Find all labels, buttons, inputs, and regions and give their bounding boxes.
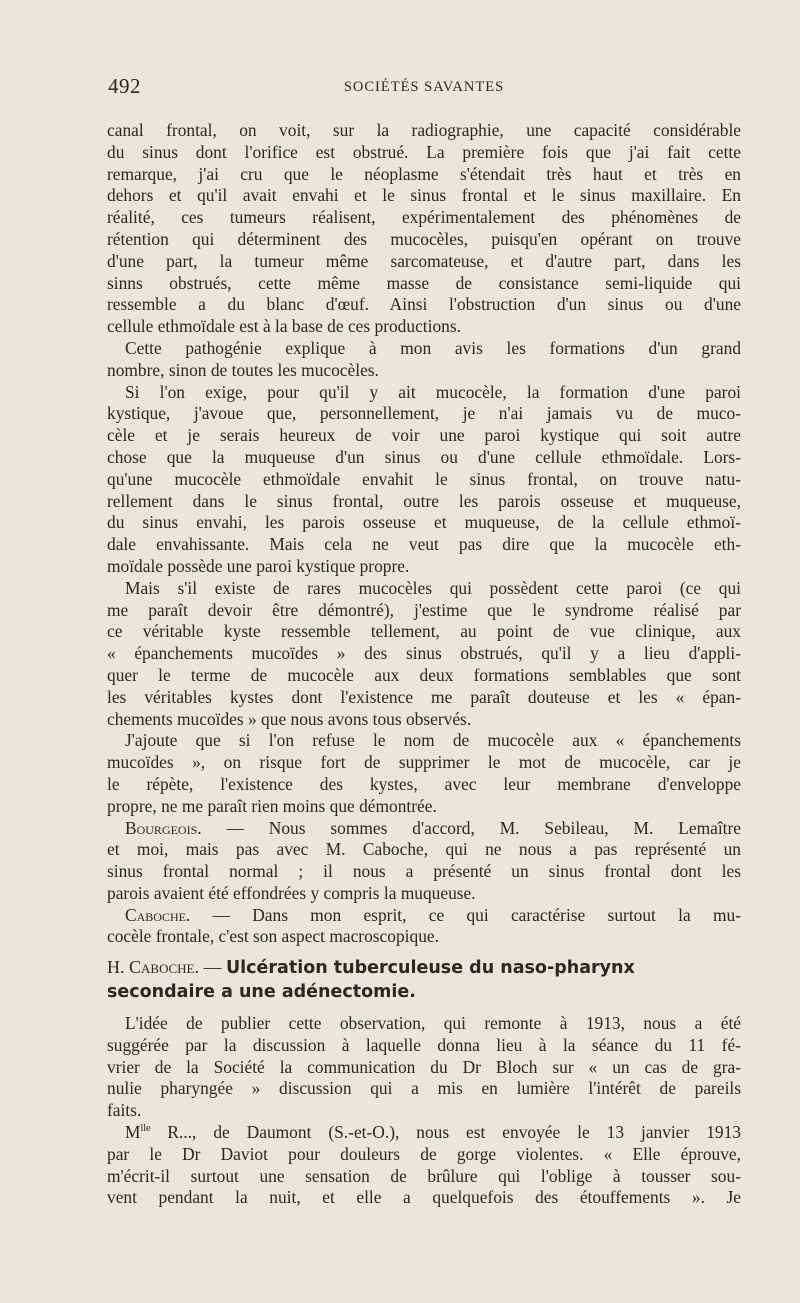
text-line: suggérée par la discussion à laquelle donna lieu à la séance du 11 fé- — [107, 1034, 741, 1055]
author-name: Caboche — [129, 957, 195, 977]
text-line: nulie pharyngée » discussion qui a mis en lumière l'intérêt de pareils — [107, 1078, 741, 1099]
speaker-caboche: Caboche. — [125, 904, 191, 925]
text-line: mucoïdes », on risque fort de supprimer le mot de mucocèle, car je — [107, 752, 741, 773]
text-line: kystique, j'avoue que, personnellement, je n'ai jamais vu de muco- — [107, 403, 741, 424]
text-line: du sinus envahi, les parois osseuse et muqueuse, de la cellule ethmoï- — [107, 512, 741, 533]
text-line: Mais s'il existe de rares mucocèles qui possèdent cette paroi (ce qui — [125, 577, 741, 598]
title-line-1: H. Caboche. — Ulcération tuberculeuse du naso-pharynx — [107, 957, 635, 978]
body-block-2 — [107, 1013, 741, 1209]
text-line: faits. — [107, 1100, 142, 1121]
text-line: rellement dans le sinus frontal, outre les parois osseuse et muqueuse, — [107, 490, 741, 511]
text-line: moïdale possède une paroi kystique propre. — [107, 555, 410, 576]
text-line: cocèle frontale, c'est son aspect macroscopique. — [107, 926, 439, 947]
text-line: parois avaient été effondrées y compris la muqueuse. — [107, 882, 476, 903]
text-line: remarque, j'ai cru que le néoplasme s'étendait très haut et très en — [107, 163, 741, 184]
text-line: rétention qui déterminent des mucocèles, puisqu'en opérant on trouve — [107, 228, 741, 249]
text-line: ce véritable kyste ressemble tellement, au point de vue clinique, aux — [107, 621, 741, 642]
text-line: m'écrit-il surtout une sensation de brûlure qui l'oblige à tousser sou- — [107, 1165, 741, 1186]
text-line: d'une part, la tumeur même sarcomateuse, et d'autre part, dans les — [107, 250, 741, 271]
text-line: L'idée de publier cette observation, qui remonte à 1913, nous a été — [125, 1013, 741, 1033]
section-title — [107, 955, 741, 1003]
text-line: vent pendant la nuit, et elle a quelquefois des étouffements ». Je — [107, 1187, 741, 1208]
text-line: par le Dr Daviot pour douleurs de gorge violentes. « Elle éprouve, — [107, 1143, 741, 1164]
text-line: Si l'on exige, pour qu'il y ait mucocèle, la formation d'une paroi — [125, 381, 741, 402]
text-line: « épanchements mucoïdes » des sinus obstrués, qu'il y a lieu d'appli- — [107, 643, 741, 664]
title-line-2: secondaire a une adénectomie. — [107, 982, 416, 1002]
speaker-bourgeois: Bourgeois. — [125, 817, 202, 838]
text-line: propre, ne me paraît rien moins que démontrée. — [107, 795, 437, 816]
text-line: sinns obstrués, cette même masse de consistance semi-liquide qui — [107, 272, 741, 293]
body-block-1 — [107, 120, 741, 948]
text-line: vrier de la Société la communication du Dr Bloch sur « un cas de gra- — [107, 1056, 741, 1077]
text-line: qu'une mucocèle ethmoïdale envahit le sinus frontal, on trouve natu- — [107, 468, 741, 489]
text-line: ressemble a du blanc d'œuf. Ainsi l'obstruction d'un sinus ou d'une — [107, 294, 741, 315]
text-line: cèle et je serais heureux de voir une paroi kystique qui soit autre — [107, 425, 741, 446]
text-line: du sinus dont l'orifice est obstrué. La première fois que j'ai fait cette — [107, 141, 741, 162]
text-line: les véritables kystes dont l'existence me paraît douteuse et les « épan- — [107, 686, 741, 707]
text-line: quer le terme de mucocèle aux deux formations semblables que sont — [107, 664, 741, 685]
text-line: réalité, ces tumeurs réalisent, expérimentalement des phénomènes de — [107, 207, 741, 228]
text-line: le répète, l'existence des kystes, avec leur membrane d'enveloppe — [107, 773, 741, 794]
running-head: SOCIÉTÉS SAVANTES — [343, 79, 505, 95]
text-line: sinus frontal normal ; il nous a présenté un sinus frontal dont les — [107, 861, 741, 882]
page-header — [108, 74, 740, 104]
text-line: et moi, mais pas avec M. Caboche, qui ne nous a pas représenté un — [107, 839, 741, 860]
text-line: chose que la muqueuse d'un sinus ou d'une cellule ethmoïdale. Lors- — [107, 446, 741, 467]
text-line: chements mucoïdes » que nous avons tous observés. — [107, 708, 472, 729]
text-line: cellule ethmoïdale est à la base de ces productions. — [107, 316, 461, 337]
text-line: J'ajoute que si l'on refuse le nom de mucocèle aux « épanchements — [125, 730, 741, 751]
caboche-line: Caboche. — Dans mon esprit, ce qui caractérise surtout la mu- — [125, 904, 741, 925]
text-line: me paraît devoir être démontré), j'estime que le syndrome réalisé par — [107, 599, 741, 620]
text-line: dehors et qu'il avait envahi et le sinus frontal et le sinus maxillaire. En — [107, 185, 741, 206]
bourgeois-line: Bourgeois. — Nous sommes d'accord, M. Sebileau, M. Lemaître — [125, 817, 741, 838]
text-line: dale envahissante. Mais cela ne veut pas dire que la mucocèle eth- — [107, 534, 741, 555]
text-line: nombre, sinon de toutes les mucocèles. — [107, 359, 379, 380]
page-number: 492 — [108, 74, 141, 98]
text-line: canal frontal, on voit, sur la radiographie, une capacité considérable — [107, 120, 741, 140]
text-line: $M^{lle}$ R..., de Daumont (S.-et-O.), nous est envoyée le 13 janvier 1913 — [125, 1121, 741, 1142]
text-line: Cette pathogénie explique à mon avis les formations d'un grand — [125, 337, 741, 358]
article-title: Ulcération tuberculeuse du naso-pharynx — [225, 958, 635, 978]
